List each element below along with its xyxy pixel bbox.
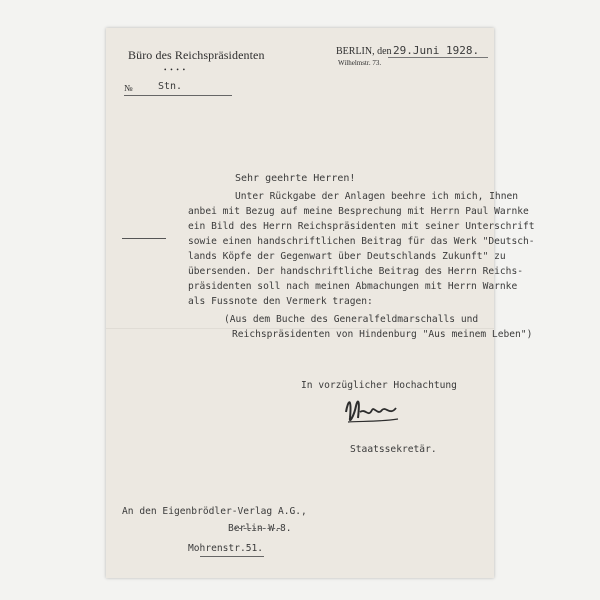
margin-rule [122, 238, 166, 239]
body-line: Reichspräsidenten von Hindenburg "Aus meinem Leben") [232, 329, 533, 340]
letterhead-ornament: • • • • [164, 66, 187, 74]
letterhead-office: Büro des Reichspräsidenten [128, 48, 265, 62]
body-line: übersenden. Der handschriftliche Beitrag des Herrn Reichs- [188, 266, 524, 277]
reference-marker: № [124, 83, 133, 93]
date-line [388, 57, 488, 58]
body-line: anbei mit Bezug auf meine Besprechung mit Herrn Paul Warnke [188, 206, 529, 217]
recipient-line: An den Eigenbrödler-Verlag A.G., [122, 506, 307, 517]
recipient-line: Mohrenstr.51. [188, 543, 264, 554]
salutation: Sehr geehrte Herren! [235, 173, 356, 184]
letter-date: 29.Juni 1928. [393, 44, 480, 57]
body-line: Unter Rückgabe der Anlagen beehre ich mich, Ihnen [235, 191, 519, 202]
signature-title: Staatssekretär. [350, 444, 437, 455]
recipient-underline [234, 528, 280, 529]
recipient-rule [200, 556, 264, 557]
reference-line [124, 95, 232, 96]
closing: In vorzüglicher Hochachtung [301, 380, 457, 391]
body-line: lands Köpfe der Gegenwart über Deutschlands Zukunft" zu [188, 251, 506, 262]
letterhead-address: Wilhelmstr. 73. [338, 59, 382, 67]
body-line: präsidenten soll nach meinen Abmachungen mit Herrn Warnke [188, 281, 518, 292]
body-line: (Aus dem Buche des Generalfeldmarschalls und [224, 314, 479, 325]
body-line: als Fussnote den Vermerk tragen: [188, 296, 373, 307]
reference-value: Stn. [158, 81, 183, 92]
body-line: ein Bild des Herrn Reichspräsidenten mit seiner Unterschrift [188, 221, 535, 232]
body-line: sowie einen handschriftlichen Beitrag für das Werk "Deutsch- [188, 236, 535, 247]
recipient-line: Berlin W.8. [228, 523, 292, 534]
letterhead-place: BERLIN, den [336, 46, 392, 57]
letter-page [106, 28, 535, 578]
signature-image [338, 388, 408, 430]
